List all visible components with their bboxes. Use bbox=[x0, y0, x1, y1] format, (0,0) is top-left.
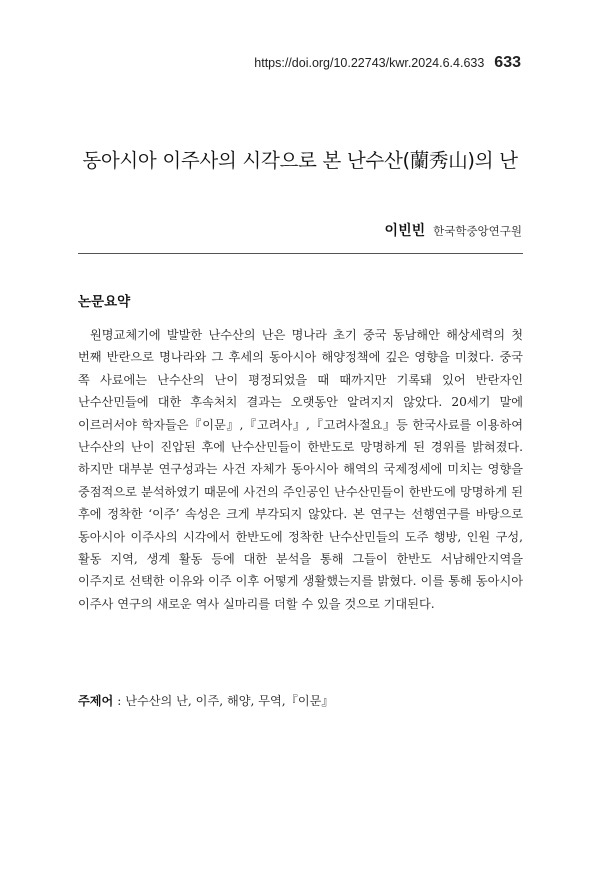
page-number: 633 bbox=[494, 54, 521, 71]
header-divider bbox=[78, 253, 523, 254]
abstract-body: 원명교체기에 발발한 난수산의 난은 명나라 초기 중국 동남해안 해상세력의 첫 번째 반란으로 명나라와 그 후세의 동아시아 해양정책에 깊은 영향을 미쳤다. 중국 쪽 사료에는 난수산의 난이 평정되었을 때 때까지만 기록돼 있어 반란자인 난수산민들에 대한 후속처치 결과는 오랫동안 알려지지 않았다. 20세기 말에 이르러서야 학자들은『이문』,『고려사』,『고려사절요』등 한국사료를 이용하여 난수산의 난이 진압된 후에 난수산민들이 한반도로 망명하게 된 경위를 밝혀졌다. 하지만 대부분 연구성과는 사건 자체가 동아시아 해역의 국제정세에 미치는 영향을 중점적으로 분석하였기 때문에 사건의 주인공인 난수산민들이 한반도에 망명하게 된 후에 정착한 ‘이주’ 속성은 크게 부각되지 않았다. 본 연구는 선행연구를 바탕으로 동아시아 이주사의 시각에서 한반도에 정착한 난수산민들의 도주 행방, 인원 구성, 활동 지역, 생계 활동 등에 대한 분석을 통해 그들이 한반도 서남해안지역을 이주지로 선택한 이유와 이주 이후 어떻게 생활했는지를 밝혔다. 이를 통해 동아시아 이주사 연구의 새로운 역사 실마리를 더할 수 있을 것으로 기대된다. bbox=[78, 328, 523, 611]
author-name: 이빈빈 bbox=[384, 223, 426, 239]
keywords-line bbox=[78, 692, 523, 709]
author-line bbox=[385, 220, 522, 240]
running-header bbox=[254, 54, 521, 72]
keywords-separator: : bbox=[113, 694, 126, 708]
article-title: 동아시아 이주사의 시각으로 본 난수산(蘭秀山)의 난 bbox=[82, 149, 518, 172]
abstract-heading: 논문요약 bbox=[78, 294, 131, 310]
keywords-label: 주제어 bbox=[78, 694, 114, 708]
keywords-terms: 난수산의 난, 이주, 해양, 무역,『이문』 bbox=[125, 694, 334, 708]
author-affiliation: 한국학중앙연구원 bbox=[433, 224, 522, 238]
doi-link[interactable]: https://doi.org/10.22743/kwr.2024.6.4.633 bbox=[254, 56, 485, 70]
